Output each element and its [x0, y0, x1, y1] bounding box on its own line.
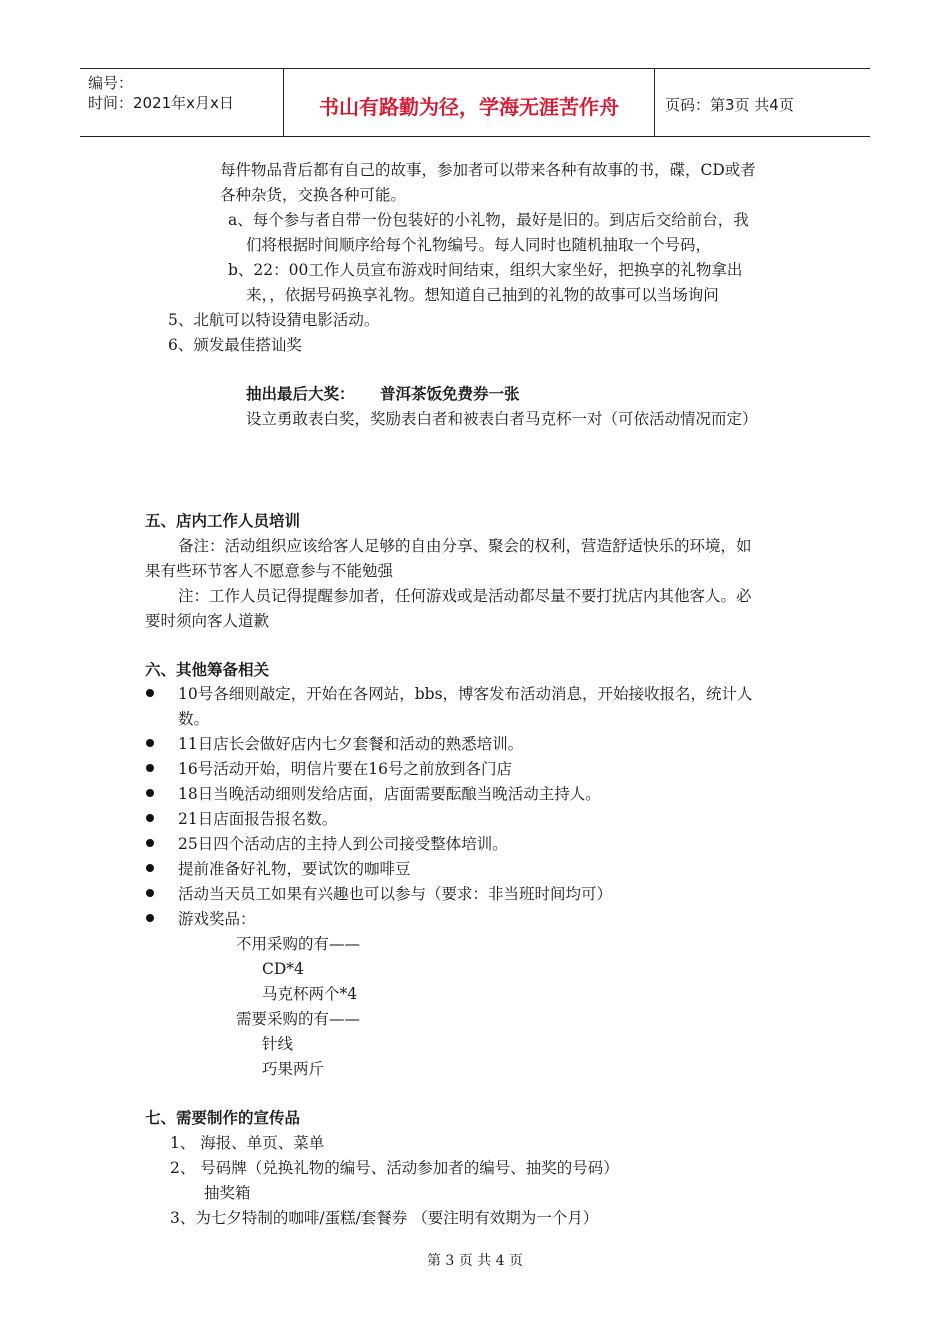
list-item: 游戏奖品：	[178, 910, 256, 928]
list-item: 16号活动开始，明信片要在16号之前放到各门店	[178, 760, 512, 778]
list-item-continuation: 抽奖箱	[204, 1184, 251, 1202]
header-table	[80, 68, 870, 137]
section-heading: 七、需要制作的宣传品	[145, 1109, 301, 1127]
section-heading: 六、其他筹备相关	[145, 661, 270, 679]
header-page-cell	[655, 69, 870, 136]
list-item: 18日当晚活动细则发给店面，店面需要酝酿当晚活动主持人。	[178, 785, 601, 803]
list-item: 1、 海报、单页、菜单	[170, 1134, 325, 1152]
body-line: 每件物品背后都有自己的故事，参加者可以带来各种有故事的书，碟，CD或者	[220, 161, 756, 179]
list-item: 25日四个活动店的主持人到公司接受整体培训。	[178, 835, 508, 853]
sub-list-heading: 需要采购的有——	[236, 1010, 361, 1028]
bullet-icon	[146, 764, 154, 772]
motto-text: 书山有路勤为径，学海无涯苦作舟	[319, 95, 619, 119]
sub-list-item: 马克杯两个*4	[262, 985, 358, 1003]
grand-prize-value: 普洱茶饭免费券一张	[380, 385, 520, 403]
list-item: 活动当天员工如果有兴趣也可以参与（要求：非当班时间均可）	[178, 885, 613, 903]
serial-number-label: 编号：	[88, 74, 134, 92]
sub-list-heading: 不用采购的有——	[236, 935, 361, 953]
bullet-icon	[146, 789, 154, 797]
paragraph-line: 注：工作人员记得提醒参加者，任何游戏或是活动都尽量不要打扰店内其他客人。必	[178, 587, 752, 605]
list-item: 提前准备好礼物，要试饮的咖啡豆	[178, 860, 411, 878]
list-item: 10号各细则敲定，开始在各网站，bbs，博客发布活动消息，开始接收报名，统计人	[178, 685, 753, 703]
body-line: b、22：00工作人员宣布游戏时间结束，组织大家坐好，把换享的礼物拿出	[228, 261, 743, 279]
bullet-icon	[146, 889, 154, 897]
list-item: 3、为七夕特制的咖啡/蛋糕/套餐券 （要注明有效期为一个月）	[170, 1209, 599, 1227]
body-line: 5、北航可以特设猜电影活动。	[168, 311, 380, 329]
list-item: 2、 号码牌（兑换礼物的编号、活动参加者的编号、抽奖的号码）	[170, 1159, 619, 1177]
body-line: a、每个参与者自带一份包装好的小礼物，最好是旧的。到店后交给前台，我	[228, 211, 749, 229]
body-line: 们将根据时间顺序给每个礼物编号。每人同时也随机抽取一个号码，	[246, 236, 712, 254]
list-item: 21日店面报告报名数。	[178, 810, 338, 828]
body-line: 各种杂货，交换各种可能。	[220, 186, 407, 204]
header-meta-cell	[80, 69, 284, 136]
bullet-icon	[146, 839, 154, 847]
header-motto-cell	[284, 69, 655, 136]
sub-list-item: CD*4	[262, 960, 304, 978]
bullet-icon	[146, 689, 154, 697]
bullet-icon	[146, 864, 154, 872]
bullet-icon	[146, 739, 154, 747]
paragraph-line: 要时须向客人道歉	[145, 612, 270, 630]
page-info: 页码：第3页 共4页	[665, 96, 794, 114]
list-item: 11日店长会做好店内七夕套餐和活动的熟悉培训。	[178, 735, 524, 753]
footer-page-number: 第 3 页 共 4 页	[426, 1253, 524, 1269]
grand-prize-label: 抽出最后大奖：	[246, 385, 355, 403]
body-line: 设立勇敢表白奖，奖励表白者和被表白者马克杯一对（可依活动情况而定）	[246, 410, 758, 428]
sub-list-item: 针线	[262, 1035, 294, 1053]
paragraph-line: 备注：活动组织应该给客人足够的自由分享、聚会的权利，营造舒适快乐的环境，如	[178, 537, 752, 555]
sub-list-item: 巧果两斤	[262, 1060, 325, 1078]
body-line: 6、颁发最佳搭讪奖	[168, 336, 302, 354]
body-line: 来，，依据号码换享礼物。想知道自己抽到的礼物的故事可以当场询问	[246, 286, 719, 304]
bullet-icon	[146, 814, 154, 822]
paragraph-line: 果有些环节客人不愿意参与不能勉强	[145, 562, 394, 580]
list-item-continuation: 数。	[178, 710, 210, 728]
bullet-icon	[146, 914, 154, 922]
date-label: 时间：2021年x月x日	[88, 94, 234, 112]
section-heading: 五、店内工作人员培训	[145, 512, 301, 530]
page-footer	[0, 1250, 950, 1270]
